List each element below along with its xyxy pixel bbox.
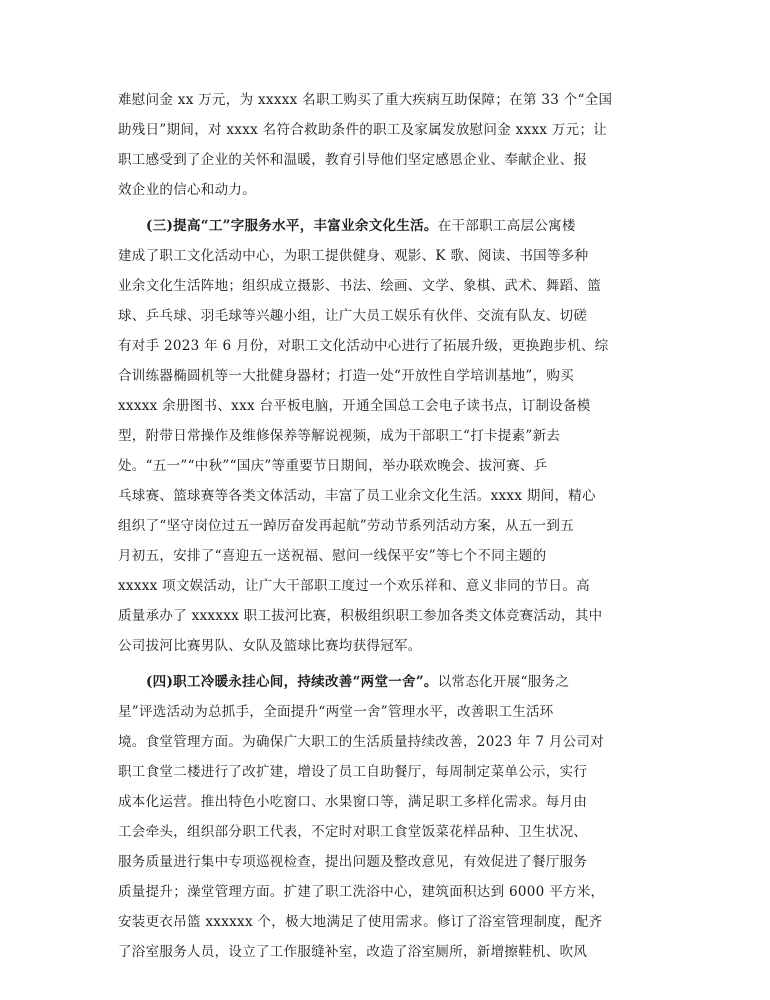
paragraph-line: xxxxx 余册图书、xxx 台平板电脑，开通全国总工会电子读书点，订制设备模 [118, 398, 591, 414]
section3-first-line [146, 216, 576, 236]
paragraph-line: 组织了“坚守岗位过五一踔厉奋发再起航”劳动节系列活动方案，从五一到五 [118, 518, 575, 534]
paragraph-line: 境。食堂管理方面。为确保广大职工的生活质量持续改善，2023 年 7 月公司对 [118, 734, 605, 750]
paragraph-line: 型，附带日常操作及维修保养等解说视频，成为干部职工“打卡提素”新去 [118, 428, 561, 444]
paragraph-line: 星”评选活动为总抓手，全面提升“两堂一舍”管理水平，改善职工生活环 [118, 704, 554, 720]
paragraph-line: 公司拔河比赛男队、女队及篮球比赛均获得冠军。 [118, 638, 422, 654]
paragraph-line: 成本化运营。推出特色小吃窗口、水果窗口等，满足职工多样化需求。每月由 [118, 794, 588, 810]
paragraph-line: 合训练器椭圆机等一大批健身器材；打造一处“开放性自学培训基地”，购买 [118, 368, 575, 384]
paragraph-line: 处。“五一”“中秋”“国庆”等重要节日期间，举办联欢晚会、拔河赛、乒 [118, 458, 548, 474]
section4-heading: (四)职工冷暖永挂心间，持续改善“两堂一舍”。 [146, 674, 438, 690]
section3-heading: (三)提高“工”字服务水平，丰富业余文化生活。 [146, 218, 438, 234]
paragraph-line: 质量提升；澡堂管理方面。扩建了职工洗浴中心，建筑面积达到 6000 平方米， [118, 884, 605, 900]
paragraph-line: 建成了职工文化活动中心，为职工提供健身、观影、K 歌、阅读、书国等多种 [118, 248, 589, 264]
paragraph-line: 安装更衣吊篮 xxxxxx 个，极大地满足了使用需求。修订了浴室管理制度，配齐 [118, 914, 603, 930]
paragraph-line: 难慰问金 xx 万元，为 xxxxx 名职工购买了重大疾病互助保障；在第 33 个“全国 [118, 92, 613, 108]
paragraph-line: 职工食堂二楼进行了改扩建，增设了员工自助餐厅，每周制定菜单公示，实行 [118, 764, 588, 780]
paragraph-line: 服务质量进行集中专项巡视检查，提出问题及整改意见，有效促进了餐厅服务 [118, 854, 588, 870]
section3-first-rest: 在干部职工高层公寓楼 [437, 218, 576, 234]
paragraph-line: 助残日”期间，对 xxxx 名符合救助条件的职工及家属发放慰问金 xxxx 万元；让 [118, 122, 608, 138]
section4-first-line [146, 672, 569, 692]
paragraph-line: 有对手 2023 年 6 月份，对职工文化活动中心进行了拓展升级，更换跑步机、综 [118, 338, 609, 354]
paragraph-line: 工会牵头，组织部分职工代表，不定时对职工食堂饭菜花样品种、卫生状况、 [118, 824, 588, 840]
paragraph-line: 质量承办了 xxxxxx 职工拔河比赛，积极组织职工参加各类文体竞赛活动，其中 [118, 608, 603, 624]
paragraph-line: 了浴室服务人员，设立了工作服缝补室，改造了浴室厕所，新增擦鞋机、吹风 [118, 944, 588, 960]
paragraph-line: xxxxx 项文娱活动，让广大干部职工度过一个欢乐祥和、意义非同的节日。高 [118, 578, 590, 594]
paragraph-line: 球、乒乓球、羽毛球等兴趣小组，让广大员工娱乐有伙伴、交流有队友、切磋 [118, 308, 588, 324]
paragraph-line: 职工感受到了企业的关怀和温暖，教育引导他们坚定感恩企业、奉献企业、报 [118, 152, 588, 168]
paragraph-line: 业余文化生活阵地；组织成立摄影、书法、绘画、文学、象棋、武术、舞蹈、篮 [118, 278, 601, 294]
section4-first-rest: 以常态化开展“服务之 [437, 674, 570, 690]
paragraph-line: 乓球赛、篮球赛等各类文体活动，丰富了员工业余文化生活。xxxx 期间，精心 [118, 488, 596, 504]
paragraph-line: 月初五，安排了“喜迎五一送祝福、慰问一线保平安”等七个不同主题的 [118, 548, 547, 564]
paragraph-line: 效企业的信心和动力。 [118, 182, 256, 198]
